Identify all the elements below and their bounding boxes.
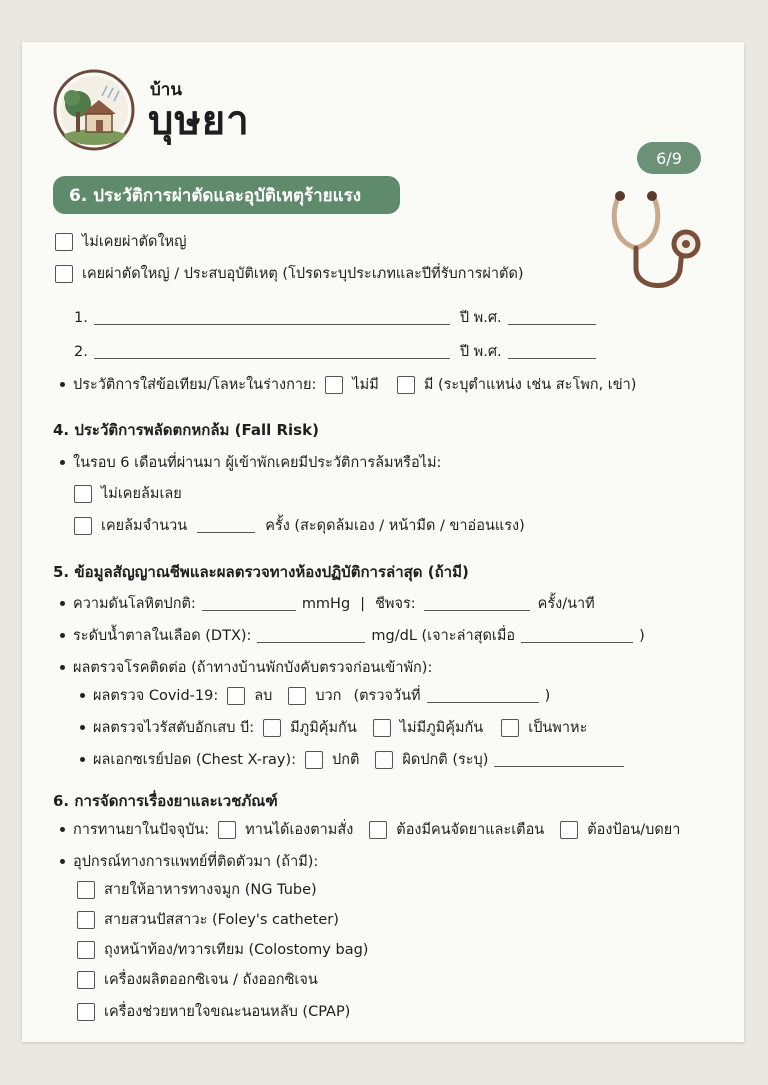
dtx-row: ระดับน้ำตาลในเลือด (DTX): mg/dL (เจาะล่าสุดเมื่อ )	[60, 624, 645, 647]
stethoscope-icon	[606, 186, 716, 298]
device-item[interactable]: เครื่องผลิตออกซิเจน / ถังออกซิเจน	[77, 968, 318, 991]
surgery-1-year-field[interactable]	[508, 311, 596, 325]
house-tree-logo-icon	[52, 68, 136, 152]
dtx-field[interactable]	[257, 629, 365, 643]
dtx-date-field[interactable]	[521, 629, 633, 643]
checkbox[interactable]	[77, 971, 95, 989]
cxr-normal-checkbox[interactable]	[305, 751, 323, 769]
option-had-surgery[interactable]: เคยผ่าตัดใหญ่ / ประสบอุบัติเหตุ (โปรดระบุประเภทและปีที่รับการผ่าตัด)	[55, 262, 524, 285]
checkbox[interactable]	[77, 911, 95, 929]
surgery-2-field[interactable]	[94, 345, 450, 359]
option-no-surgery[interactable]: ไม่เคยผ่าตัดใหญ่	[55, 230, 186, 253]
fall-count-field[interactable]	[197, 519, 255, 533]
surgery-2-year-field[interactable]	[508, 345, 596, 359]
devices-label-row: อุปกรณ์ทางการแพทย์ที่ติดตัวมา (ถ้ามี):	[60, 850, 318, 873]
checkbox[interactable]	[77, 1003, 95, 1021]
surgery-line-1: 1. ปี พ.ศ.	[74, 306, 596, 329]
checkbox[interactable]	[74, 485, 92, 503]
checkbox[interactable]	[55, 233, 73, 251]
option-never-fell[interactable]: ไม่เคยล้มเลย	[74, 482, 182, 505]
device-item[interactable]: ถุงหน้าท้อง/ทวารเทียม (Colostomy bag)	[77, 938, 368, 961]
fall-question: ในรอบ 6 เดือนที่ผ่านมา ผู้เข้าพักเคยมีประวัติการล้มหรือไม่:	[60, 451, 441, 474]
hepb-noimmune-checkbox[interactable]	[373, 719, 391, 737]
medication-row: การทานยาในปัจจุบัน: ทานได้เองตามสั่ง ต้องมีคนจัดยาและเตือน ต้องป้อน/บดยา	[60, 818, 680, 841]
hepb-immune-checkbox[interactable]	[263, 719, 281, 737]
covid-row: ผลตรวจ Covid-19: ลบ บวก (ตรวจวันที่ )	[80, 684, 550, 707]
device-item[interactable]: สายให้อาหารทางจมูก (NG Tube)	[77, 878, 317, 901]
cxr-detail-field[interactable]	[494, 753, 624, 767]
med-help-checkbox[interactable]	[369, 821, 387, 839]
checkbox[interactable]	[74, 517, 92, 535]
bp-field[interactable]	[202, 597, 296, 611]
med-feed-checkbox[interactable]	[560, 821, 578, 839]
med-self-checkbox[interactable]	[218, 821, 236, 839]
device-item[interactable]: สายสวนปัสสาวะ (Foley's catheter)	[77, 908, 339, 931]
section-title-medication: 6. การจัดการเรื่องยาและเวชภัณฑ์	[53, 792, 278, 810]
cxr-row: ผลเอกซเรย์ปอด (Chest X-ray): ปกติ ผิดปกติ (ระบุ)	[80, 748, 624, 771]
implant-no-checkbox[interactable]	[325, 376, 343, 394]
checkbox[interactable]	[77, 881, 95, 899]
implant-row: ประวัติการใส่ข้อเทียม/โลหะในร่างกาย: ไม่มี มี (ระบุตำแหน่ง เช่น สะโพก, เข่า)	[60, 373, 636, 396]
section-title-surgery: 6. ประวัติการผ่าตัดและอุบัติเหตุร้ายแรง	[53, 176, 400, 214]
surgery-1-field[interactable]	[94, 311, 450, 325]
section-title-vitals: 5. ข้อมูลสัญญาณชีพและผลตรวจทางห้องปฏิบัติการล่าสุด (ถ้ามี)	[53, 563, 469, 581]
device-item[interactable]: เครื่องช่วยหายใจขณะนอนหลับ (CPAP)	[77, 1000, 350, 1023]
brand-small-text: บ้าน	[150, 80, 182, 100]
brand-name: บุษยา	[148, 98, 250, 144]
checkbox[interactable]	[77, 941, 95, 959]
surgery-line-2: 2. ปี พ.ศ.	[74, 340, 596, 363]
infect-row: ผลตรวจโรคติดต่อ (ถ้าทางบ้านพักบังคับตรวจก่อนเข้าพัก):	[60, 656, 432, 679]
option-fell[interactable]: เคยล้มจำนวน ครั้ง (สะดุดล้มเอง / หน้ามืด / ขาอ่อนแรง)	[74, 514, 525, 537]
pulse-field[interactable]	[424, 597, 530, 611]
hepb-carrier-checkbox[interactable]	[501, 719, 519, 737]
cxr-abnormal-checkbox[interactable]	[375, 751, 393, 769]
hepb-row: ผลตรวจไวรัสตับอักเสบ บี: มีภูมิคุ้มกัน ไม่มีภูมิคุ้มกัน เป็นพาหะ	[80, 716, 587, 739]
bp-pulse-row: ความดันโลหิตปกติ: mmHg | ชีพจร: ครั้ง/นาที	[60, 592, 595, 615]
implant-yes-checkbox[interactable]	[397, 376, 415, 394]
section-title-fall-risk: 4. ประวัติการพลัดตกหกล้ม (Fall Risk)	[53, 421, 319, 439]
checkbox[interactable]	[55, 265, 73, 283]
covid-negative-checkbox[interactable]	[227, 687, 245, 705]
page-number-badge: 6/9	[637, 142, 701, 174]
covid-positive-checkbox[interactable]	[288, 687, 306, 705]
covid-date-field[interactable]	[427, 689, 539, 703]
